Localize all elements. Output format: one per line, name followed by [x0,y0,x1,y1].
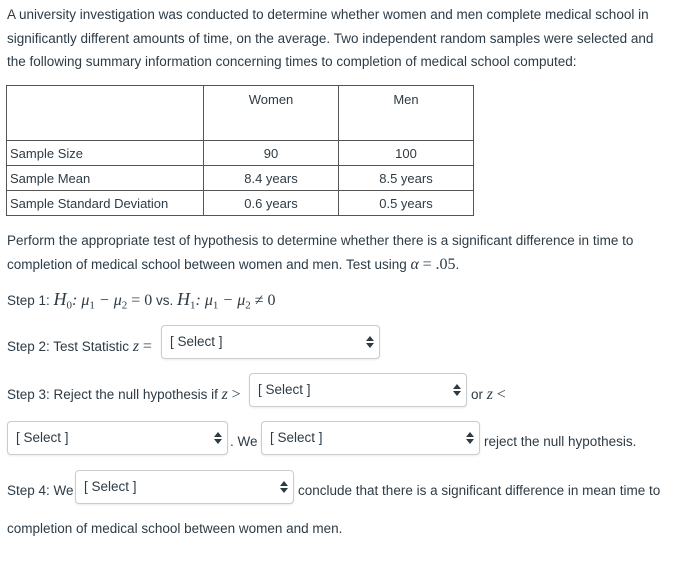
select-value: [ Select ] [84,479,137,494]
table-header-cell [7,86,204,141]
step3-z: z [221,386,228,403]
h1-mu1: : μ [195,292,213,309]
table-header-cell: Women [204,86,339,141]
select-arrows-icon [466,431,474,445]
table-cell: 0.5 years [339,191,474,216]
summary-table [6,85,474,216]
instruction-end: . [455,256,460,272]
step3-z2: z [486,386,494,403]
instruction-body: Perform the appropriate test of hypothesis to determine whether there is a significant difference in time to completion of medical school between women and men. Test using [7,233,634,272]
h0-equals-zero: = 0 [127,292,153,309]
select-arrows-icon [280,480,288,494]
vs-label: vs. [152,293,178,308]
h0-mu1-sub: 1 [89,299,95,312]
critical-value-lower-select[interactable] [7,421,228,455]
alpha-equals: = [422,255,432,273]
alpha-value: .05 [435,255,456,273]
select-arrows-icon [214,431,222,445]
conclusion-select[interactable] [75,470,294,504]
h0-minus-mu2: − μ [94,292,122,309]
reject-decision-select[interactable] [261,421,480,455]
test-statistic-select[interactable] [161,325,380,359]
step1-hypotheses [7,289,276,312]
select-value: [ Select ] [16,430,69,445]
select-value: [ Select ] [258,382,311,397]
instruction-text [7,229,675,276]
step3-we-label: . We [230,434,258,449]
step4-text-2: completion of medical school between women and men. [7,521,343,536]
select-arrows-icon [453,383,461,397]
step2-equals: = [142,338,152,355]
h1-minus-mu2: − μ [218,292,246,309]
table-row [7,166,474,191]
table-cell: 0.6 years [204,191,339,216]
h1-mu2-sub: 2 [245,299,251,312]
h0-subscript: 0 [66,299,73,312]
table-cell: 8.5 years [339,166,474,191]
table-header-cell: Men [339,86,474,141]
alpha-symbol: α [410,255,419,273]
reject-text: reject the null hypothesis. [484,434,637,449]
table-cell: 100 [339,141,474,166]
step2-label [7,338,152,356]
step4-label: Step 4: We [7,483,74,498]
table-cell: Sample Standard Deviation [7,191,204,216]
step3-lt: < [496,386,506,403]
table-cell: 90 [204,141,339,166]
h0-symbol: H [53,289,67,309]
critical-value-upper-select[interactable] [249,373,467,407]
h1-subscript: 1 [190,299,196,312]
table-cell: Sample Size [7,141,204,166]
h1-symbol: H [177,289,191,309]
select-arrows-icon [366,335,374,349]
table-cell: Sample Mean [7,166,204,191]
h1-mu1-sub: 1 [212,299,219,312]
h0-mu2-sub: 2 [121,299,128,312]
step3-text: Step 3: Reject the null hypothesis if [7,387,218,402]
table-header-row [7,86,474,141]
table-row [7,141,474,166]
h0-mu1: : μ [72,292,90,309]
h1-not-equal-zero: ≠ 0 [250,292,276,309]
step3-gt: > [231,386,241,403]
step4-text-1: conclude that there is a significant difference in mean time to [298,483,661,498]
select-value: [ Select ] [170,334,223,349]
step1-label: Step 1: [7,293,50,308]
step2-z: z [132,338,140,355]
step3-label [7,386,241,404]
step3-or-label [471,386,506,404]
or-text: or [471,387,484,402]
problem-intro: A university investigation was conducted to determine whether women and men complete medical school in significantly different amounts of time, on the average. Two independent random samples were selected and the following summary information concerning times to completion of medical school computed: [7,7,654,69]
step2-text: Step 2: Test Statistic [7,339,130,354]
table-cell: 8.4 years [204,166,339,191]
table-row [7,191,474,216]
select-value: [ Select ] [270,430,323,445]
